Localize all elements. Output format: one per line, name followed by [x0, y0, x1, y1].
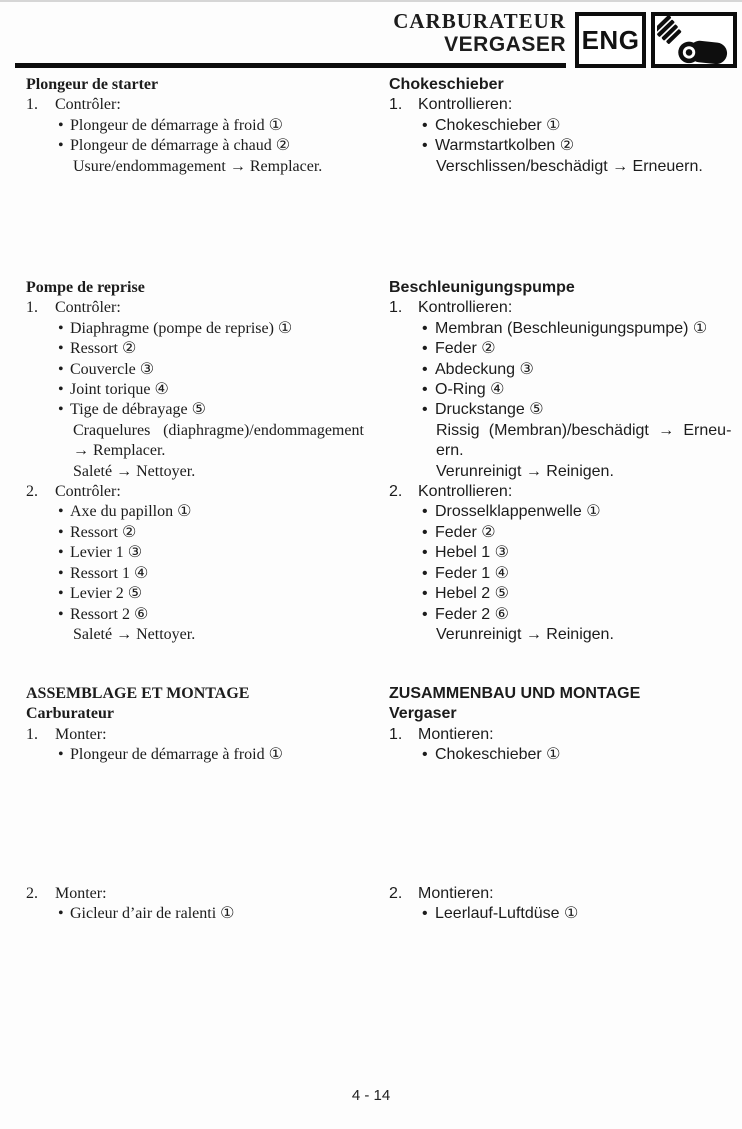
bullet-item: • Ressort ② [58, 339, 378, 359]
bullet-item: • Ressort 1 ④ [58, 564, 378, 584]
step-number: 1. [389, 725, 403, 743]
note-line: → Remplacer. [73, 442, 166, 460]
engine-icon [651, 12, 737, 68]
step [389, 298, 737, 318]
bullet-item: • Hebel 2 ⑤ [422, 584, 737, 604]
bullet-item: • Drosselklappenwelle ① [422, 502, 737, 522]
bullet-item: • Feder 1 ④ [422, 564, 737, 584]
note-line: Craquelures (diaphragme)/endommagement [73, 421, 364, 439]
step-action: Kontrollieren: [418, 96, 513, 114]
step [26, 884, 378, 904]
section-tabs [575, 12, 737, 68]
section-heading: Beschleunigungspumpe [389, 279, 575, 296]
bullet-item: • Axe du papillon ① [58, 502, 378, 522]
step-action: Monter: [55, 885, 107, 902]
bullet-item: • Ressort ② [58, 523, 378, 543]
bullet-item: • Diaphragme (pompe de reprise) ① [58, 319, 378, 339]
section-heading: Pompe de reprise [26, 279, 145, 296]
step [389, 884, 737, 904]
bullet-item: • Druckstange ⑤ [422, 400, 737, 420]
section-tab-label: ENG [581, 24, 640, 55]
bullet-item: • Ressort 2 ⑥ [58, 605, 378, 625]
step-number: 1. [26, 725, 38, 743]
bullet-item: • Plongeur de démarrage à froid ① [58, 745, 378, 765]
section-heading: Plongeur de starter [26, 76, 159, 93]
section-heading: Chokeschieber [389, 76, 504, 93]
engine-cylinder-icon [657, 16, 731, 64]
step-action: Contrôler: [55, 483, 121, 501]
bullet-item: • Feder ② [422, 339, 737, 359]
step [389, 482, 737, 502]
bullet-item: • Feder 2 ⑥ [422, 605, 737, 625]
step-number: 1. [389, 96, 403, 114]
bullet-item: • Hebel 1 ③ [422, 543, 737, 563]
note-line: Usure/endommagement → Remplacer. [73, 157, 323, 175]
bullet-item: • Plongeur de démarrage à froid ① [58, 116, 378, 136]
bullet-item: • Plongeur de démarrage à chaud ② [58, 136, 378, 156]
section-assembly-de [389, 684, 737, 766]
note-line: Saleté → Nettoyer. [73, 462, 196, 480]
note-line: Saleté → Nettoyer. [73, 625, 196, 643]
bullet-item: • Abdeckung ③ [422, 360, 737, 380]
page-number: 4 - 14 [351, 1087, 391, 1104]
bullet-item: • Chokeschieber ① [422, 116, 737, 136]
note-line: Verunreinigt → Reinigen. [436, 462, 614, 480]
bullet-item: • Warmstartkolben ② [422, 136, 737, 156]
section-assembly-fr [26, 684, 378, 766]
section-accel-pump-de [389, 278, 737, 645]
page-title-german: VERGASER [444, 33, 566, 56]
step-number: 1. [26, 299, 38, 317]
section-assembly-step2-fr [26, 884, 378, 925]
section-subheading: Carburateur [26, 705, 114, 723]
bullet-item: • Membran (Beschleunigungspumpe) ① [422, 319, 737, 339]
bullet-item: • Couvercle ③ [58, 360, 378, 380]
step-number: 2. [389, 483, 403, 501]
step-action: Kontrollieren: [418, 483, 513, 501]
step [389, 725, 737, 745]
bullet-item: • Leerlauf-Luftdüse ① [422, 904, 737, 924]
step-number: 1. [26, 96, 38, 114]
section-accel-pump-fr [26, 278, 378, 645]
step-action: Contrôler: [55, 96, 121, 114]
page-header [0, 10, 566, 56]
step-number: 2. [26, 885, 38, 902]
page-title-french: CARBURATEUR [393, 9, 566, 33]
section-starter-plunger-fr [26, 75, 378, 177]
bullet-item: • Joint torique ④ [58, 380, 378, 400]
bullet-item: • Tige de débrayage ⑤ [58, 400, 378, 420]
section-heading: ZUSAMMENBAU UND MONTAGE [389, 685, 641, 702]
section-tab-eng [575, 12, 646, 68]
header-rule [15, 63, 566, 68]
section-assembly-step2-de [389, 884, 737, 925]
bullet-item: • Levier 2 ⑤ [58, 584, 378, 604]
note-line: Rissig (Membran)/beschädigt → Erneu- [436, 421, 732, 439]
note-line: Verschlissen/beschädigt → Erneuern. [436, 157, 703, 175]
step [26, 725, 378, 745]
step-action: Montieren: [418, 725, 494, 743]
step [26, 95, 378, 115]
step-number: 2. [389, 885, 403, 902]
step-action: Kontrollieren: [418, 299, 513, 317]
step-action: Monter: [55, 725, 107, 743]
bullet-item: • Levier 1 ③ [58, 543, 378, 563]
step [389, 95, 737, 115]
note-line: Verunreinigt → Reinigen. [436, 625, 614, 643]
note-line: ern. [436, 442, 464, 460]
section-heading: ASSEMBLAGE ET MONTAGE [26, 685, 250, 702]
step-action: Contrôler: [55, 299, 121, 317]
bullet-item: • Chokeschieber ① [422, 745, 737, 765]
step-action: Montieren: [418, 885, 494, 902]
section-subheading: Vergaser [389, 705, 457, 723]
bullet-item: • Feder ② [422, 523, 737, 543]
step-number: 2. [26, 483, 38, 501]
section-chokeschieber-de [389, 75, 737, 177]
bullet-item: • Gicleur d’air de ralenti ① [58, 904, 378, 924]
step [26, 482, 378, 502]
scan-edge [0, 0, 742, 2]
step-number: 1. [389, 299, 403, 317]
step [26, 298, 378, 318]
bullet-item: • O-Ring ④ [422, 380, 737, 400]
